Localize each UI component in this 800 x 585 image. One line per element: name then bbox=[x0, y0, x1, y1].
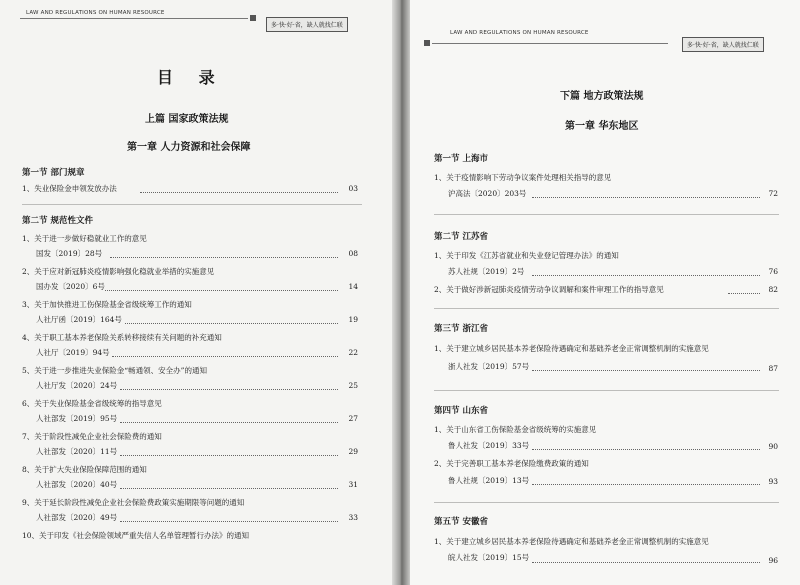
leader-dots bbox=[532, 275, 760, 276]
doc-number: 人社厅〔2019〕94号 bbox=[36, 348, 110, 357]
page-number: 14 bbox=[348, 282, 358, 291]
page-number: 96 bbox=[768, 556, 778, 565]
toc-entry[interactable]: 2、关于完善职工基本养老保险缴费政策的通知 bbox=[434, 459, 589, 468]
leader-dots bbox=[125, 323, 338, 324]
part-title: 上篇 国家政策法规 bbox=[145, 114, 229, 125]
toc-entry[interactable]: 1、关于印发《江苏省就业和失业登记管理办法》的通知 bbox=[434, 251, 619, 260]
chapter-title: 第一章 人力资源和社会保障 bbox=[127, 142, 251, 153]
leader-dots bbox=[140, 192, 338, 193]
page-number: 27 bbox=[348, 414, 358, 423]
leader-dots bbox=[120, 488, 338, 489]
page-number: 72 bbox=[768, 189, 778, 198]
toc-entry[interactable]: 1、关于疫情影响下劳动争议案件处理相关指导的意见 bbox=[434, 173, 612, 182]
toc-entry[interactable]: 1、关于建立城乡居民基本养老保险待遇确定和基础养老金正常调整机制的实施意见 bbox=[434, 537, 709, 546]
doc-number: 人社厅函〔2019〕164号 bbox=[36, 315, 122, 324]
page-number: 03 bbox=[348, 184, 358, 193]
section-title: 第二节 江苏省 bbox=[434, 232, 488, 242]
leader-dots bbox=[120, 422, 338, 423]
chapter-title: 第一章 华东地区 bbox=[565, 121, 639, 132]
section-title: 第一节 部门规章 bbox=[22, 168, 85, 178]
section-title: 第五节 安徽省 bbox=[434, 517, 488, 527]
page-number: 93 bbox=[768, 477, 778, 486]
page-number: 31 bbox=[348, 480, 358, 489]
toc-entry[interactable]: 1、关于建立城乡居民基本养老保险待遇确定和基础养老金正常调整机制的实施意见 bbox=[434, 344, 709, 353]
leader-dots bbox=[532, 562, 760, 563]
leader-dots bbox=[532, 484, 760, 485]
divider bbox=[22, 204, 362, 205]
doc-number: 皖人社发〔2019〕15号 bbox=[448, 553, 530, 562]
toc-entry[interactable]: 5、关于进一步推进失业保险金“畅通领、安全办”的通知 bbox=[22, 366, 207, 375]
doc-number: 鲁人社规〔2019〕13号 bbox=[448, 476, 530, 485]
toc-entry[interactable]: 1、关于山东省工伤保险基金省级统筹的实施意见 bbox=[434, 425, 597, 434]
header-square-icon bbox=[250, 15, 256, 21]
divider bbox=[434, 214, 779, 215]
page-number: 33 bbox=[348, 513, 358, 522]
divider bbox=[434, 308, 779, 309]
section-title: 第一节 上海市 bbox=[434, 154, 488, 164]
part-title: 下篇 地方政策法规 bbox=[560, 91, 644, 102]
section-title: 第四节 山东省 bbox=[434, 406, 488, 416]
doc-number: 人社部发〔2020〕11号 bbox=[36, 447, 118, 456]
page-number: 76 bbox=[768, 267, 778, 276]
doc-number: 苏人社规〔2019〕2号 bbox=[448, 267, 525, 276]
leader-dots bbox=[532, 197, 760, 198]
leader-dots bbox=[120, 521, 338, 522]
right-page bbox=[410, 0, 800, 585]
doc-number: 人社部发〔2019〕95号 bbox=[36, 414, 118, 423]
toc-entry[interactable]: 7、关于阶段性减免企业社会保险费的通知 bbox=[22, 432, 162, 441]
doc-number: 国办发〔2020〕6号 bbox=[36, 282, 105, 291]
toc-entry[interactable]: 8、关于扩大失业保险保障范围的通知 bbox=[22, 465, 147, 474]
doc-number: 国发〔2019〕28号 bbox=[36, 249, 103, 258]
toc-entry[interactable]: 4、关于职工基本养老保险关系转移接续有关问题的补充通知 bbox=[22, 333, 222, 342]
leader-dots bbox=[110, 257, 338, 258]
doc-number: 人社部发〔2020〕49号 bbox=[36, 513, 118, 522]
doc-number: 鲁人社发〔2019〕33号 bbox=[448, 441, 530, 450]
toc-entry[interactable]: 6、关于失业保险基金省级统筹的指导意见 bbox=[22, 399, 162, 408]
toc-entry[interactable]: 10、关于印发《社会保险领域严重失信人名单管理暂行办法》的通知 bbox=[22, 531, 250, 540]
divider bbox=[434, 390, 779, 391]
leader-dots bbox=[105, 290, 338, 291]
page-number: 08 bbox=[348, 249, 358, 258]
page-number: 87 bbox=[768, 364, 778, 373]
page-number: 25 bbox=[348, 381, 358, 390]
toc-entry[interactable]: 2、关于应对新冠肺炎疫情影响强化稳就业举措的实施意见 bbox=[22, 267, 215, 276]
leader-dots bbox=[532, 449, 760, 450]
toc-entry[interactable]: 3、关于加快推进工伤保险基金省级统筹工作的通知 bbox=[22, 300, 192, 309]
book-gutter bbox=[392, 0, 410, 585]
section-title: 第二节 规范性文件 bbox=[22, 216, 93, 226]
header-rule bbox=[432, 43, 668, 44]
toc-entry[interactable]: 1、关于进一步做好稳就业工作的意见 bbox=[22, 234, 147, 243]
doc-number: 人社厅发〔2020〕24号 bbox=[36, 381, 118, 390]
page-number: 29 bbox=[348, 447, 358, 456]
toc-entry[interactable]: 9、关于延长阶段性减免企业社会保险费政策实施期限等问题的通知 bbox=[22, 498, 245, 507]
header-rule bbox=[20, 18, 248, 19]
leader-dots bbox=[120, 455, 338, 456]
toc-title: 目 录 bbox=[157, 68, 225, 87]
leader-dots bbox=[112, 356, 338, 357]
left-page bbox=[0, 0, 392, 585]
doc-number: 沪高法〔2020〕203号 bbox=[448, 189, 527, 198]
section-title: 第三节 浙江省 bbox=[434, 324, 488, 334]
header-slogan: 多·快·好·省，缺人就找仁联 bbox=[682, 37, 764, 52]
running-title: LAW AND REGULATIONS ON HUMAN RESOURCE bbox=[26, 10, 165, 16]
doc-number: 浙人社发〔2019〕57号 bbox=[448, 362, 530, 371]
page-number: 22 bbox=[348, 348, 358, 357]
leader-dots bbox=[120, 389, 338, 390]
leader-dots bbox=[532, 370, 760, 371]
leader-dots bbox=[728, 293, 760, 294]
page-number: 90 bbox=[768, 442, 778, 451]
running-title: LAW AND REGULATIONS ON HUMAN RESOURCE bbox=[450, 30, 589, 36]
doc-number: 人社部发〔2020〕40号 bbox=[36, 480, 118, 489]
toc-entry[interactable]: 1、失业保险金申领发放办法 bbox=[22, 184, 117, 193]
header-slogan: 多·快·好·省，缺人就找仁联 bbox=[266, 17, 348, 32]
page-number: 82 bbox=[768, 285, 778, 294]
header-square-icon bbox=[424, 40, 430, 46]
page-number: 19 bbox=[348, 315, 358, 324]
toc-entry[interactable]: 2、关于做好涉新冠肺炎疫情劳动争议调解和案件审理工作的指导意见 bbox=[434, 285, 664, 294]
divider bbox=[434, 502, 779, 503]
